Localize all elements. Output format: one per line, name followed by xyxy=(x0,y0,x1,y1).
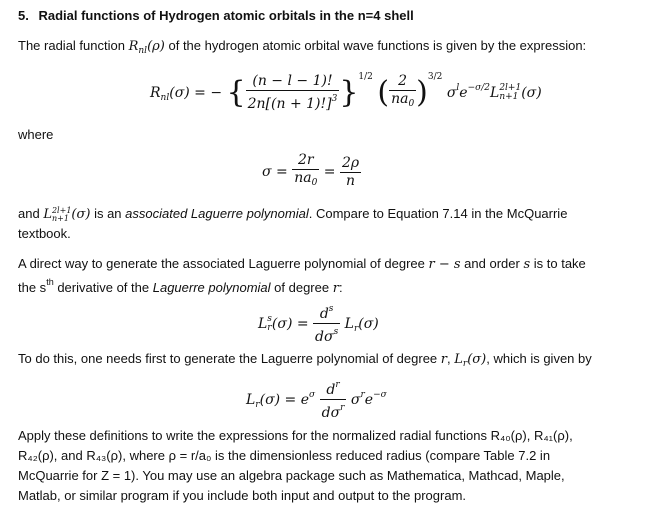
radial-fraction-2: $\frac{2}{na_0}$ xyxy=(391,73,415,109)
laguerre-paragraph-line2: textbook. xyxy=(18,226,71,241)
final-line-2: R₄₂(ρ), and R₄₃(ρ), where ρ = r/a₀ is the dimensionless reduced radius (compare Table 7.2 in xyxy=(18,448,551,463)
sigma-fraction-1: $\frac{2r}{na_0}$ xyxy=(294,152,318,188)
intro-symbol: $R_{nl}(\rho)$ xyxy=(128,39,165,56)
laguerre-paragraph: and L 2l+1 n+1 (σ) is an associated Laguerre polynomial. Compare to Equation 7.14 in the McQuarrie xyxy=(18,205,568,223)
final-line-3: McQuarrie for Z = 1). You may use an algebra package such as Mathematica, Mathcad, Maple, xyxy=(18,468,565,483)
equation-associated-laguerre: L s r (σ) = $\frac{d^s}{d\sigma^s}$ $L_r(\sigma)$ xyxy=(258,301,379,346)
intro-text-before: The radial function xyxy=(18,38,125,53)
final-line-1: Apply these definitions to write the expressions for the normalized radial functions R₄₀(ρ), R₄₁(ρ), xyxy=(18,428,573,443)
equation-radial-function: $R_{nl}(\sigma)$ = − { $\frac{(n - l - 1)!}{2n[(n + 1)!]^3}$ }$^{1/2}$ ( $\frac{2}{na_0}$ )$^{3/2}$ $\sigma^le^{-\sigma/2}L$ 2l+1 n+1 (σ) xyxy=(150,72,542,112)
direct-paragraph-line2: the $s^{th}$ derivative of the Laguerre polynomial of degree r: xyxy=(18,277,343,296)
intro-text-after: of the hydrogen atomic orbital wave functions is given by the expression: xyxy=(168,38,587,53)
direct-paragraph: A direct way to generate the associated Laguerre polynomial of degree r − s and order s is to take xyxy=(18,256,586,272)
derivative-fraction-r: $\frac{d^r}{d\sigma^r}$ xyxy=(320,377,347,422)
final-paragraph xyxy=(18,426,573,506)
equation-laguerre: $L_r(\sigma) = e^\sigma$ $\frac{d^r}{d\sigma^r}$ $\sigma^re^{-\sigma}$ xyxy=(246,377,387,422)
intro-paragraph xyxy=(18,36,586,61)
radial-fraction-1: $\frac{(n - l - 1)!}{2n[(n + 1)!]^3}$ xyxy=(247,73,338,112)
problem-number: 5. xyxy=(18,8,29,23)
problem-title: Radial functions of Hydrogen atomic orbitals in the n=4 shell xyxy=(38,8,414,23)
derivative-fraction-s: $\frac{d^s}{d\sigma^s}$ xyxy=(313,301,340,346)
final-line-4: Matlab, or similar program if you include both input and output to the program. xyxy=(18,488,467,503)
where-label: where xyxy=(18,127,54,142)
problem-heading xyxy=(18,6,414,25)
todo-paragraph: To do this, one needs first to generate the Laguerre polynomial of degree r, $L_r(\sigma)$, which is given by xyxy=(18,351,592,369)
sigma-fraction-2: $\frac{2\rho}{n}$ xyxy=(341,154,360,189)
equation-sigma: σ = $\frac{2r}{na_0}$ = $\frac{2\rho}{n}$ xyxy=(262,152,361,192)
